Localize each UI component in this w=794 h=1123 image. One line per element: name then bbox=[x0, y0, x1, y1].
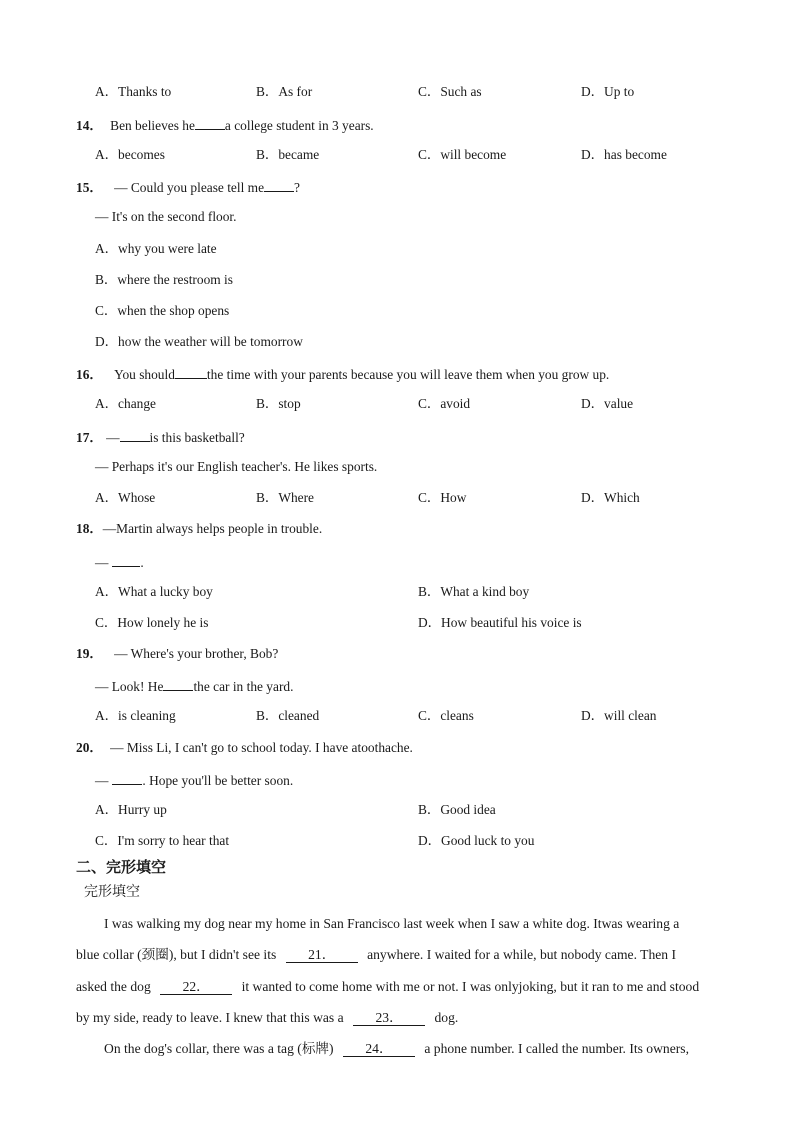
q13-option-c: C．Such as bbox=[418, 84, 482, 99]
section-subheading: 完形填空 bbox=[84, 884, 140, 900]
question-number: 18． bbox=[76, 521, 103, 536]
stem-text: the car in the yard. bbox=[193, 679, 294, 694]
q15-option-d: D．how the weather will be tomorrow bbox=[95, 334, 303, 349]
q14-option-b: B．became bbox=[256, 147, 320, 162]
stem-text: — Where's your brother, Bob? bbox=[114, 646, 279, 661]
stem-text: a college student in 3 years. bbox=[224, 118, 374, 133]
passage-text: asked the dog bbox=[76, 979, 151, 994]
q19-option-a: A．is cleaning bbox=[95, 708, 176, 723]
q17-option-d: D．Which bbox=[581, 490, 640, 505]
stem-text: ? bbox=[294, 180, 300, 195]
stem-text: Ben believes he bbox=[110, 118, 195, 133]
q15-response: — It's on the second floor. bbox=[95, 209, 237, 224]
q20-response bbox=[95, 771, 293, 789]
question-number: 16． bbox=[76, 367, 103, 382]
stem-text: — Look! He bbox=[95, 679, 164, 694]
stem-text: . Hope you'll be better soon. bbox=[142, 773, 294, 788]
answer-blank bbox=[112, 771, 142, 785]
answer-blank bbox=[163, 677, 193, 691]
q17-response: — Perhaps it's our English teacher's. He likes sports. bbox=[95, 459, 378, 474]
question-number: 17． bbox=[76, 430, 103, 445]
q19-option-b: B．cleaned bbox=[256, 708, 320, 723]
q18-option-a: A．What a lucky boy bbox=[95, 584, 213, 599]
q16-option-c: C．avoid bbox=[418, 396, 471, 411]
answer-blank bbox=[112, 553, 140, 567]
q17-option-a: A．Whose bbox=[95, 490, 156, 505]
q19-response bbox=[95, 677, 293, 695]
q18-stem bbox=[76, 521, 322, 537]
stem-text: — Miss Li, I can't go to school today. I have atoothache. bbox=[110, 740, 413, 755]
question-number: 14． bbox=[76, 118, 103, 133]
stem-text: . bbox=[140, 555, 144, 570]
q19-stem bbox=[76, 646, 278, 662]
stem-text: — Could you please tell me bbox=[114, 180, 265, 195]
q16-option-b: B．stop bbox=[256, 396, 301, 411]
cloze-blank-24: 24． bbox=[343, 1041, 415, 1057]
cloze-blank-22: 22． bbox=[160, 979, 232, 995]
passage-text: a phone number. I called the number. Its owners, bbox=[424, 1041, 689, 1056]
stem-text: — bbox=[95, 773, 109, 788]
q20-option-c: C．I'm sorry to hear that bbox=[95, 833, 230, 848]
answer-blank bbox=[195, 116, 225, 130]
answer-blank bbox=[120, 428, 150, 442]
q14-option-a: A．becomes bbox=[95, 147, 165, 162]
passage-line: I was walking my dog near my home in San Francisco last week when I saw a white dog. Itwas wearing a bbox=[104, 916, 680, 931]
question-number: 15． bbox=[76, 180, 103, 195]
q16-option-a: A．change bbox=[95, 396, 156, 411]
q13-option-d: D．Up to bbox=[581, 84, 635, 99]
question-number: 20． bbox=[76, 740, 103, 755]
q18-response bbox=[95, 553, 144, 571]
passage-text: by my side, ready to leave. I knew that this was a bbox=[76, 1010, 344, 1025]
passage-text: dog. bbox=[434, 1010, 459, 1025]
answer-blank bbox=[175, 365, 207, 379]
passage-line bbox=[76, 947, 676, 963]
q13-option-b: B．As for bbox=[256, 84, 313, 99]
q17-option-c: C．How bbox=[418, 490, 467, 505]
q14-option-c: C．will become bbox=[418, 147, 507, 162]
stem-text: the time with your parents because you will leave them when you grow up. bbox=[206, 367, 610, 382]
stem-text: —Martin always helps people in trouble. bbox=[102, 521, 323, 536]
q20-stem bbox=[76, 740, 413, 756]
passage-line bbox=[76, 979, 699, 995]
answer-blank bbox=[264, 178, 294, 192]
q17-option-b: B．Where bbox=[256, 490, 315, 505]
q18-option-b: B．What a kind boy bbox=[418, 584, 530, 599]
question-number: 19． bbox=[76, 646, 103, 661]
q14-option-d: D．has become bbox=[581, 147, 667, 162]
q15-option-b: B．where the restroom is bbox=[95, 272, 233, 287]
q17-stem bbox=[76, 428, 245, 446]
cloze-blank-23: 23． bbox=[353, 1010, 425, 1026]
passage-line bbox=[104, 1041, 689, 1057]
stem-text: — bbox=[95, 555, 109, 570]
passage-line bbox=[76, 1010, 458, 1026]
q20-option-d: D．Good luck to you bbox=[418, 833, 535, 848]
q18-option-d: D．How beautiful his voice is bbox=[418, 615, 582, 630]
q15-option-a: A．why you were late bbox=[95, 241, 217, 256]
q19-option-c: C．cleans bbox=[418, 708, 474, 723]
q19-option-d: D．will clean bbox=[581, 708, 657, 723]
q16-option-d: D．value bbox=[581, 396, 634, 411]
q16-stem bbox=[76, 365, 609, 383]
passage-text: On the dog's collar, there was a tag (标牌) bbox=[104, 1041, 334, 1056]
stem-text: is this basketball? bbox=[149, 430, 245, 445]
section-heading: 二、完形填空 bbox=[76, 858, 167, 876]
stem-text: You should bbox=[114, 367, 175, 382]
q20-option-a: A．Hurry up bbox=[95, 802, 167, 817]
q20-option-b: B．Good idea bbox=[418, 802, 496, 817]
passage-text: it wanted to come home with me or not. I was onlyjoking, but it ran to me and stood bbox=[241, 979, 700, 994]
q15-stem bbox=[76, 178, 300, 196]
cloze-blank-21: 21． bbox=[286, 947, 358, 963]
q18-option-c: C．How lonely he is bbox=[95, 615, 209, 630]
passage-text: blue collar (颈圈), but I didn't see its bbox=[76, 947, 277, 962]
q15-option-c: C．when the shop opens bbox=[95, 303, 230, 318]
q13-option-a: A．Thanks to bbox=[95, 84, 172, 99]
passage-text: anywhere. I waited for a while, but nobody came. Then I bbox=[367, 947, 676, 962]
stem-text: — bbox=[106, 430, 120, 445]
q14-stem bbox=[76, 116, 374, 134]
